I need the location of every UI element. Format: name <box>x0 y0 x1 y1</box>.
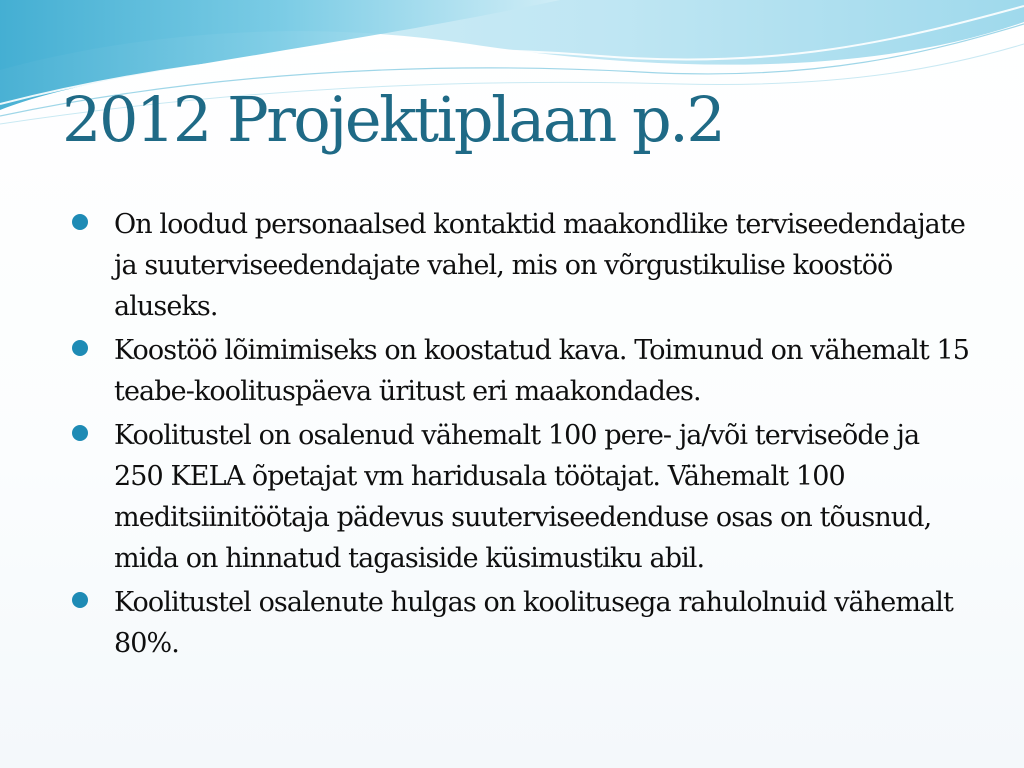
bullet-text: Koostöö lõimimiseks on koostatud kava. Toimunud on vähemalt 15 teabe-koolituspäeva üritust eri maakondades. <box>114 335 970 407</box>
bullet-item <box>72 415 972 579</box>
bullet-item <box>72 204 972 327</box>
bullet-dot-icon <box>72 592 88 608</box>
bullet-dot-icon <box>72 214 88 230</box>
bullet-text: Koolitustel osalenute hulgas on koolitusega rahulolnuid vähemalt 80%. <box>114 587 953 659</box>
bullet-dot-icon <box>72 425 88 441</box>
bullet-text: Koolitustel on osalenud vähemalt 100 pere- ja/või terviseõde ja 250 KELA õpetajat vm haridusala töötajat. Vähemalt 100 meditsiinitöötaja pädevus suuterviseedenduse osas on tõusnud, mida on hinnatud tagasiside küsimustiku abil. <box>114 420 932 574</box>
bullet-list <box>72 204 972 667</box>
bullet-dot-icon <box>72 340 88 356</box>
bullet-item <box>72 582 972 664</box>
slide-title: 2012 Projektiplaan p.2 <box>62 83 724 156</box>
bullet-text: On loodud personaalsed kontaktid maakondlike terviseedendajate ja suuterviseedendajate vahel, mis on võrgustikulise koostöö aluseks. <box>114 209 965 322</box>
bullet-item <box>72 330 972 412</box>
